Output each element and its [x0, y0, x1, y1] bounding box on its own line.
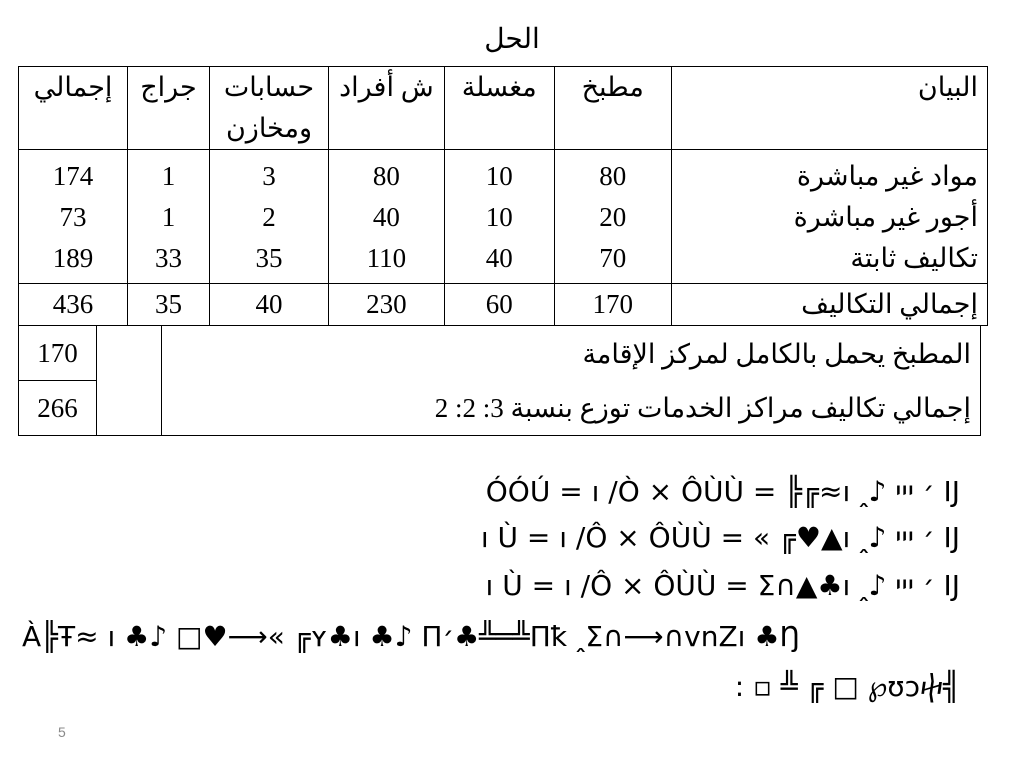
cell-value: 1 — [161, 202, 176, 232]
header-description: البيان — [671, 67, 987, 150]
garage-values-cell — [128, 150, 210, 284]
total-personnel: 230 — [328, 284, 444, 326]
total-laundry: 60 — [444, 284, 554, 326]
cell-value: 40 — [485, 243, 513, 273]
total-grand: 436 — [19, 284, 128, 326]
cost-distribution-table — [18, 66, 988, 326]
notes-values-cell — [19, 326, 97, 436]
total-kitchen: 170 — [554, 284, 671, 326]
row-labels-cell — [671, 150, 987, 284]
cell-value: 33 — [155, 243, 182, 273]
cell-value: 2 — [262, 202, 276, 232]
header-laundry: مغسلة — [444, 67, 554, 150]
cell-value: 73 — [59, 202, 87, 232]
row-label: أجور غير مباشرة — [793, 202, 978, 232]
notes-table — [18, 325, 981, 436]
cell-value: 20 — [599, 202, 627, 232]
notes-text-cell — [162, 326, 981, 436]
table-header-row — [19, 67, 988, 150]
note-kitchen: المطبخ يحمل بالكامل لمركز الإقامة — [582, 338, 971, 369]
header-total: إجمالي — [19, 67, 128, 150]
cell-value: 189 — [52, 243, 94, 273]
header-kitchen: مطبخ — [554, 67, 671, 150]
total-accounts: 40 — [209, 284, 328, 326]
total-label: إجمالي التكاليف — [671, 284, 987, 326]
cell-value: 80 — [372, 161, 400, 191]
laundry-values-cell — [444, 150, 554, 284]
garbled-formula-line: ÓÓÚ = ı /Ò × ÔÙÙ = ╠╔≈ı ꞈ♪ ׳ ייי IJ — [485, 475, 960, 508]
cell-value: 10 — [485, 202, 513, 232]
page-number: 5 — [58, 724, 66, 740]
garbled-formula-line: ı Ù = ı /Ô × ÔÙÙ = Σ∩▲♣ı ꞈ♪ ׳ ייי IJ — [485, 569, 960, 602]
cell-value: 70 — [599, 243, 627, 273]
cell-value: 35 — [255, 243, 283, 273]
header-garage: جراج — [128, 67, 210, 150]
cell-value: 10 — [485, 161, 513, 191]
cell-value: 40 — [372, 202, 400, 232]
slide-title: الحل — [484, 24, 540, 55]
cell-value: 110 — [366, 243, 407, 273]
note-value-kitchen: 170 — [19, 326, 96, 381]
garbled-text-line: : ▫ ╩ ╔ □ ℘ʊɔⴕ╣ — [734, 670, 960, 703]
personnel-values-cell — [328, 150, 444, 284]
garbled-text-line: À╠Ŧ≈ ı ♣♪ □♥⟶« ╔ʏ♣ı ♣♪ Π׳♣╩═╩Πꝁ ꞈΣ∩⟶∩vnZı ♣Ŋ — [22, 620, 801, 653]
total-values-cell — [19, 150, 128, 284]
cell-value: 1 — [161, 161, 176, 191]
total-garage: 35 — [128, 284, 210, 326]
cell-value: 80 — [599, 161, 627, 191]
table-total-row — [19, 284, 988, 326]
row-label: تكاليف ثابتة — [850, 243, 978, 273]
accounts-values-cell — [209, 150, 328, 284]
garbled-formula-line: ı Ù = ı /Ô × ÔÙÙ = « ╔♥▲ı ꞈ♪ ׳ ייי IJ — [480, 521, 960, 554]
header-accounts-stores: حسابات ومخازن — [209, 67, 328, 150]
empty-cell — [97, 326, 162, 436]
header-personnel: ش أفراد — [328, 67, 444, 150]
table-body-row — [19, 150, 988, 284]
cell-value: 174 — [52, 161, 94, 191]
cell-value: 3 — [262, 161, 276, 191]
note-distribution: إجمالي تكاليف مراكز الخدمات توزع بنسبة 3: 2: 2 — [434, 392, 971, 423]
row-label: مواد غير مباشرة — [796, 161, 978, 191]
kitchen-values-cell — [554, 150, 671, 284]
note-value-services: 266 — [37, 393, 78, 423]
